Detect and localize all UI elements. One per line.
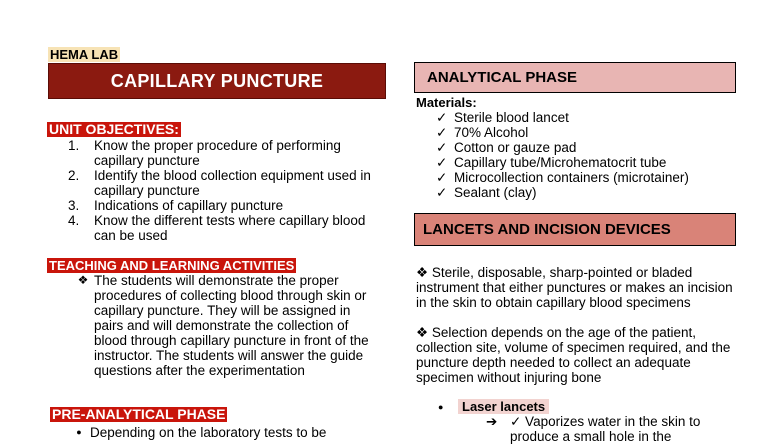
laser-lancets-label: Laser lancets	[458, 399, 549, 414]
pre-analytical-heading: PRE-ANALYTICAL PHASE	[52, 406, 226, 422]
objectives-list	[68, 138, 374, 243]
laser-lancets-item	[438, 399, 549, 414]
lancet-selection: ❖ Selection depends on the age of the patient, collection site, volume of specimen required, and the puncture depth needed to collect an adequate specimen without injuring bone	[416, 325, 731, 385]
list-item: ✓ 70% Alcohol	[436, 125, 529, 140]
check-icon: ✓	[436, 140, 448, 155]
list-item: 2. Identify the blood collection equipment used in capillary puncture	[68, 168, 371, 198]
list-item: ✓ Capillary tube/Microhematocrit tube	[436, 155, 667, 170]
dot-bullet-icon: ●	[438, 401, 444, 412]
list-item: ✓ Microcollection containers (microtainer)	[436, 170, 689, 185]
page-title: CAPILLARY PUNCTURE	[48, 63, 386, 99]
check-icon: ✓	[436, 185, 448, 200]
check-icon: ✓	[436, 170, 448, 185]
lab-label: HEMA LAB	[50, 47, 119, 62]
pre-analytical-list	[68, 425, 370, 440]
materials-title: Materials:	[416, 95, 477, 110]
list-item: ✓ Cotton or gauze pad	[436, 140, 577, 155]
arrow-right-icon: ➔	[486, 414, 498, 429]
check-icon: ✓	[436, 110, 448, 125]
lancet-description: ❖ Sterile, disposable, sharp-pointed or bladed instrument that either punctures or makes an incision in the skin to obtain capillary blood specimens	[416, 265, 733, 310]
diamond-bullet-icon: ❖	[77, 273, 89, 287]
pre-analytical-text: Depending on the laboratory tests to be	[90, 425, 327, 440]
teaching-list	[72, 273, 372, 378]
teaching-heading: TEACHING AND LEARNING ACTIVITIES	[49, 258, 295, 273]
laser-text: ✓ Vaporizes water in the skin to produce a small hole in the	[510, 414, 701, 444]
dot-bullet-icon: ●	[76, 427, 82, 437]
unit-objectives-heading: UNIT OBJECTIVES:	[49, 121, 179, 137]
analytical-phase-heading: ANALYTICAL PHASE	[414, 62, 736, 93]
list-item: 4. Know the different tests where capillary blood can be used	[68, 213, 366, 243]
check-icon: ✓	[436, 125, 448, 140]
teaching-text: The students will demonstrate the proper procedures of collecting blood through skin or capillary puncture. They will be assigned in pairs and will demonstrate the collection of blood through capillary puncture in front of the instructor. The students will answer the guide questions after the experimentation	[94, 273, 369, 378]
laser-detail	[486, 414, 740, 444]
list-item: 1. Know the proper procedure of performing capillary puncture	[68, 138, 341, 168]
list-item: 3. Indications of capillary puncture	[68, 198, 284, 213]
list-item: ✓ Sealant (clay)	[436, 185, 537, 200]
list-item: ✓ Sterile blood lancet	[436, 110, 569, 125]
materials-list	[436, 110, 689, 200]
lancets-heading: LANCETS AND INCISION DEVICES	[414, 213, 736, 246]
check-icon: ✓	[436, 155, 448, 170]
